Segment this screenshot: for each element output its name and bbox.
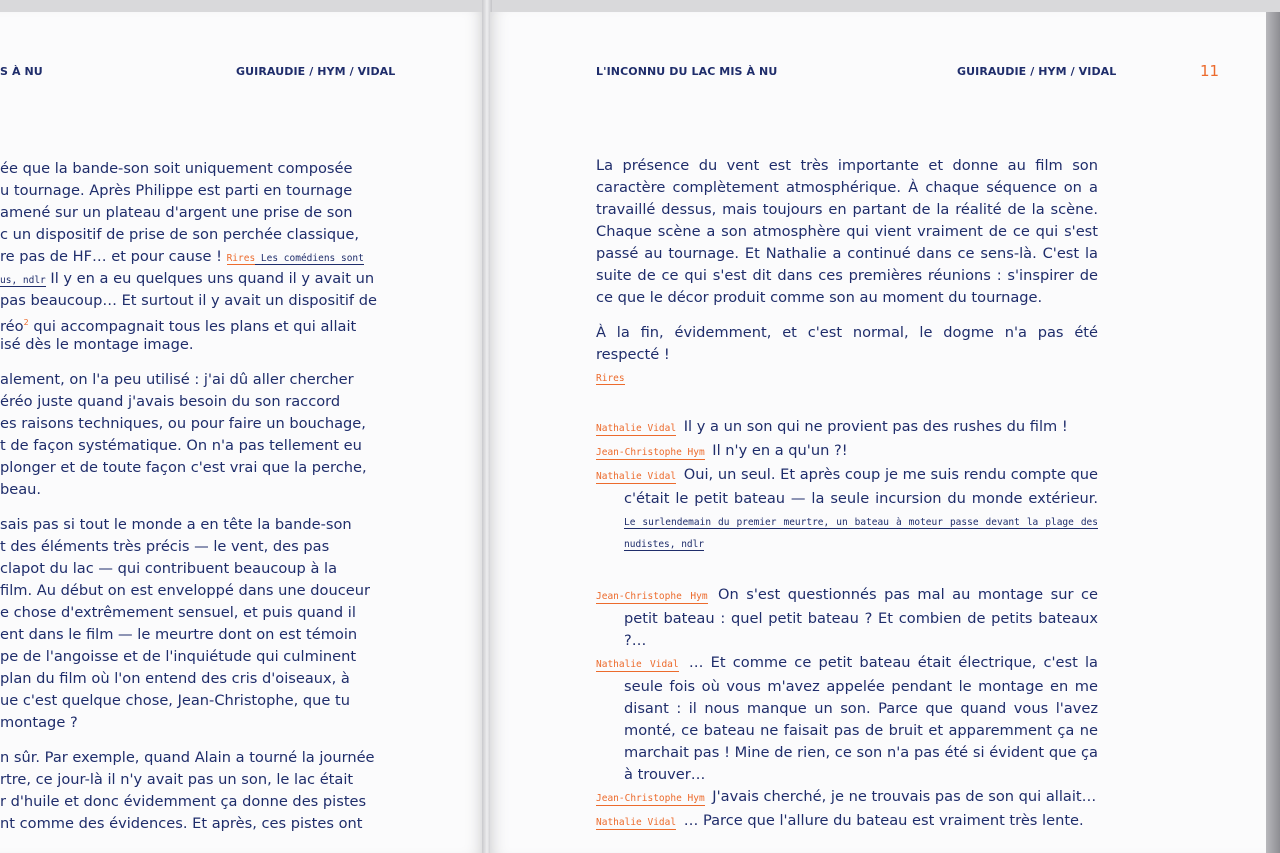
text-line: es raisons techniques, ou pour faire un bouchage, [0, 415, 366, 432]
text-line: beau. [0, 481, 42, 498]
left-page [0, 12, 484, 853]
speaker-name: Jean-Christophe Hym [596, 591, 708, 602]
speaker-name: Nathalie Vidal [596, 817, 677, 828]
text-line: u tournage. Après Philippe est parti en tournage [0, 182, 353, 199]
dialogue-text: J'avais cherché, je ne trouvais pas de son qui allait… [707, 788, 1097, 805]
left-body-text [0, 158, 380, 848]
text-line: pe de l'angoisse et de l'inquiétude qui culminent [0, 648, 357, 665]
right-body-text [596, 155, 1098, 834]
text-run: Il y en a eu quelques uns quand il y avait un [45, 270, 375, 287]
speaker-name: Jean-Christophe Hym [596, 447, 705, 458]
text-line: ue c'est quelque chose, Jean-Christophe, que tu [0, 692, 350, 709]
text-line [0, 246, 380, 268]
text-line: montage ? [0, 714, 78, 731]
text-line: plonger et de toute façon c'est vrai que la perche, [0, 459, 367, 476]
dialogue-list [596, 416, 1098, 834]
left-paragraph [0, 369, 380, 501]
paragraph-wind: La présence du vent est très importante et donne au film son caractère complètement atmosphérique. À chaque séquence on a travaillé dessus, mais toujours en partant de la réalité de la scène. Chaque scène a son atmosphère qui vient vraiment de ce qui s'est passé au tournage. Et Nathalie a continué dans ce sens-là. C'est la suite de ce qui s'est dit dans ces premières réunions : s'inspirer de ce que le décor produit comme son au moment du tournage. [596, 157, 1098, 306]
left-paragraph [0, 747, 380, 835]
editor-note: us, ndlr [0, 275, 46, 286]
left-paragraph [0, 514, 380, 734]
text-line: n sûr. Par exemple, quand Alain a tourné la journée [0, 749, 375, 766]
dialogue-text: … Et comme ce petit bateau était électrique, c'est la seule fois où vous m'avez appelée pendant le montage en me disant : il nous manque un son. Parce que quand vous l'avez monté, ce bateau ne faisait pas de bruit et apparemment ça ne marchait pas ! Mine de rien, ce son n'a pas été si évident que ça à trouver… [624, 654, 1098, 783]
paragraph-dogma-text: À la fin, évidemment, et c'est normal, le dogme n'a pas été respecté ! [596, 324, 1098, 363]
dialogue-entry [596, 810, 1098, 834]
rires-annotation: Rires [596, 373, 625, 384]
text-run: réo [0, 317, 24, 335]
dialogue-text: On s'est questionnés pas mal au montage sur ce petit bateau : quel petit bateau ? Et combien de petits bateaux ?… [624, 586, 1098, 649]
text-line: éréo juste quand j'avais besoin du son raccord [0, 393, 341, 410]
text-line: rtre, ce jour-là il n'y avait pas un son, le lac était [0, 771, 354, 788]
text-line: isé dès le montage image. [0, 336, 194, 353]
editor-note: Les comédiens sont [255, 253, 364, 264]
editor-note: Le surlendemain du premier meurtre, un bateau à moteur passe devant la plage des nudistes, ndlr [624, 517, 1098, 550]
text-line: sais pas si tout le monde a en tête la bande-son [0, 516, 352, 533]
speaker-name: Nathalie Vidal [596, 659, 679, 670]
left-paragraph [0, 158, 380, 356]
text-line: e chose d'extrêmement sensuel, et puis quand il [0, 604, 356, 621]
text-line: t des éléments très précis — le vent, des pas [0, 538, 330, 555]
dialogue-entry [596, 440, 1098, 464]
right-running-head-authors: GUIRAUDIE / HYM / VIDAL [957, 65, 1117, 78]
dialogue-entry [596, 416, 1098, 440]
page-edge [1266, 12, 1280, 853]
paragraph-dogma [596, 322, 1098, 390]
text-line [0, 312, 380, 334]
speaker-name: Jean-Christophe Hym [596, 793, 705, 804]
dialogue-entry [596, 652, 1098, 786]
text-line: t de façon systématique. On n'a pas tellement eu [0, 437, 362, 454]
text-line: clapot du lac — qui contribuent beaucoup à la [0, 560, 338, 577]
dialogue-text: Il y a un son qui ne provient pas des rushes du film ! [679, 418, 1068, 435]
dialogue-text: Oui, un seul. Et après coup je me suis rendu compte que c'était le petit bateau — la seule incursion du monde extérieur. [624, 466, 1099, 507]
speaker-name: Nathalie Vidal [596, 423, 677, 434]
text-line: film. Au début on est enveloppé dans une douceur [0, 582, 370, 599]
dialogue-text: Il n'y en a qu'un ?! [707, 442, 848, 459]
text-line: ent dans le film — le meurtre dont on est témoin [0, 626, 358, 643]
rires-annotation: Rires [226, 253, 256, 264]
right-page [490, 12, 1270, 853]
text-line: r d'huile et donc évidemment ça donne des pistes [0, 793, 367, 810]
text-line: plan du film où l'on entend des cris d'oiseaux, à [0, 670, 350, 687]
text-line: pas beaucoup… Et surtout il y avait un dispositif de [0, 292, 377, 309]
dialogue-entry [596, 786, 1098, 810]
text-line: alement, on l'a peu utilisé : j'ai dû aller chercher [0, 371, 354, 388]
speaker-name: Nathalie Vidal [596, 471, 677, 482]
text-line: amené sur un plateau d'argent une prise de son [0, 204, 353, 221]
left-running-head: S À NU [0, 65, 43, 78]
dialogue-entry [596, 584, 1098, 652]
page-number: 11 [1200, 62, 1220, 80]
footnote-marker: 2 [23, 318, 29, 327]
dialogue-text: … Parce que l'allure du bateau est vraiment très lente. [679, 812, 1084, 829]
dialogue-entry [596, 464, 1098, 554]
left-running-head-authors: GUIRAUDIE / HYM / VIDAL [236, 65, 396, 78]
text-line [0, 268, 380, 290]
right-running-head: L'INCONNU DU LAC MIS À NU [596, 65, 778, 78]
text-run: re pas de HF… et pour cause ! [0, 248, 227, 265]
text-line: ée que la bande-son soit uniquement composée [0, 160, 353, 177]
text-run: qui accompagnait tous les plans et qui allait [28, 317, 357, 335]
text-line: nt comme des évidences. Et après, ces pistes ont [0, 815, 363, 832]
text-line: c un dispositif de prise de son perchée classique, [0, 226, 360, 243]
